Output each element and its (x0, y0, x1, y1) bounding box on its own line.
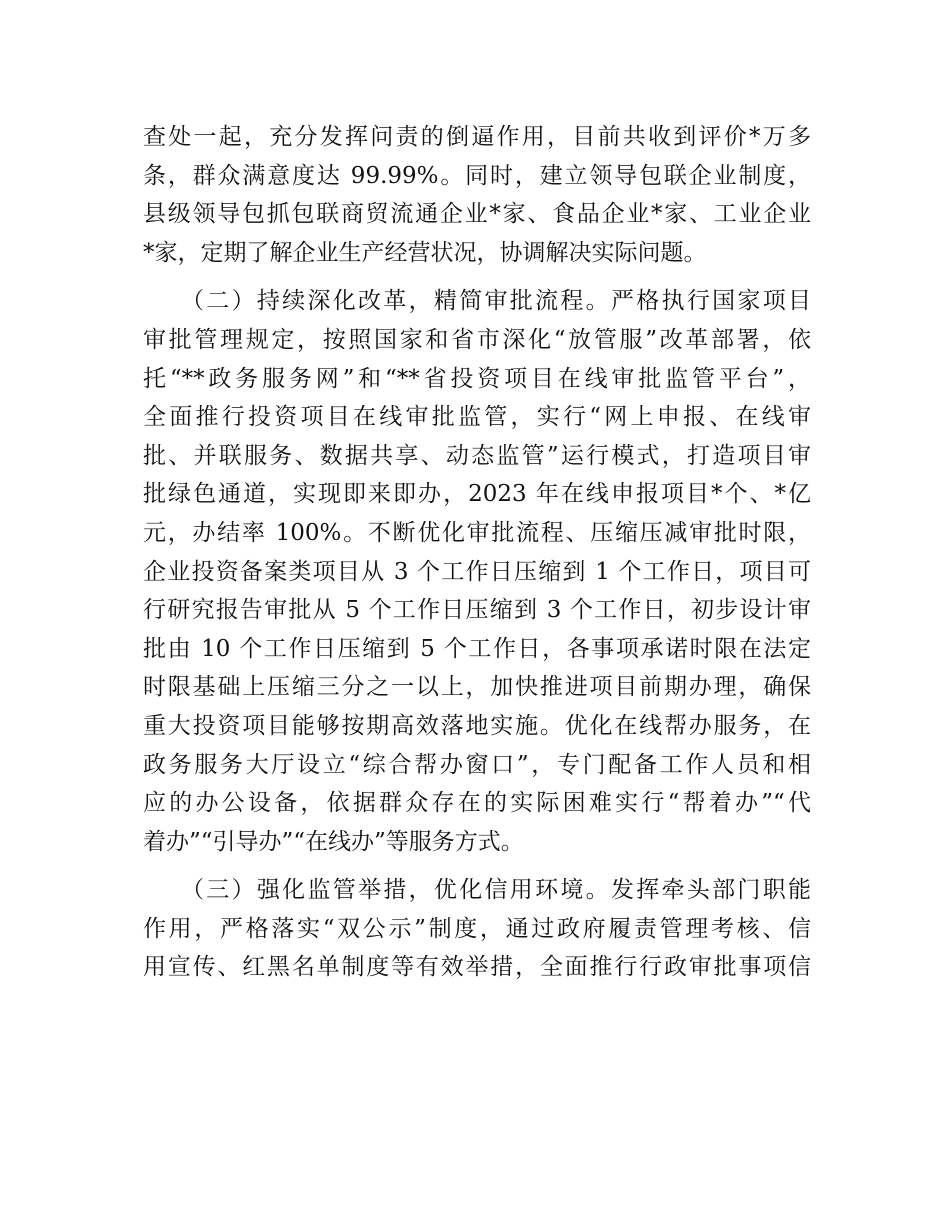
text-line: （三）强化监管举措，优化信用环境。发挥牵头部门职能 (181, 877, 811, 904)
text-line: 县级领导包抓包联商贸流通企业*家、食品企业*家、工业企业 (143, 201, 811, 228)
text-line: 批由 10 个工作日压缩到 5 个工作日，各事项承诺时限在法定 (143, 635, 811, 662)
paragraph-1 (143, 118, 811, 272)
text-line: （二）持续深化改革，精简审批流程。严格执行国家项目 (181, 288, 811, 315)
document-body (143, 118, 811, 997)
text-line: 政务服务大厅设立“综合帮办窗口”，专门配备工作人员和相 (143, 751, 811, 778)
text-line: 审批管理规定，按照国家和省市深化“放管服”改革部署，依 (143, 326, 811, 353)
paragraph-2 (143, 282, 811, 861)
text-line: 着办”“引导办”“在线办”等服务方式。 (143, 828, 524, 855)
text-line: 条，群众满意度达 99.99%。同时，建立领导包联企业制度， (143, 162, 811, 189)
text-line: 全面推行投资项目在线审批监管，实行“网上申报、在线审 (143, 404, 811, 431)
text-line: *家，定期了解企业生产经营状况，协调解决实际问题。 (143, 239, 707, 266)
text-line: 时限基础上压缩三分之一以上，加快推进项目前期办理，确保 (143, 674, 811, 701)
text-line: 重大投资项目能够按期高效落地实施。优化在线帮办服务，在 (143, 712, 811, 739)
text-line: 托“**政务服务网”和“**省投资项目在线审批监管平台”， (143, 365, 811, 392)
text-line: 企业投资备案类项目从 3 个工作日压缩到 1 个工作日，项目可 (143, 558, 811, 585)
paragraph-3 (143, 871, 811, 987)
text-line: 查处一起，充分发挥问责的倒逼作用，目前共收到评价*万多 (143, 124, 811, 150)
text-line: 用宣传、红黑名单制度等有效举措，全面推行行政审批事项信 (143, 954, 811, 981)
text-line: 元，办结率 100%。不断优化审批流程、压缩压减审批时限， (143, 519, 811, 546)
text-line: 批、并联服务、数据共享、动态监管”运行模式，打造项目审 (143, 442, 811, 469)
text-line: 作用，严格落实“双公示”制度，通过政府履责管理考核、信 (143, 915, 811, 942)
text-line: 行研究报告审批从 5 个工作日压缩到 3 个工作日，初步设计审 (143, 597, 811, 624)
text-line: 应的办公设备，依据群众存在的实际困难实行“帮着办”“代 (143, 790, 811, 817)
text-line: 批绿色通道，实现即来即办，2023 年在线申报项目*个、*亿 (143, 481, 811, 508)
